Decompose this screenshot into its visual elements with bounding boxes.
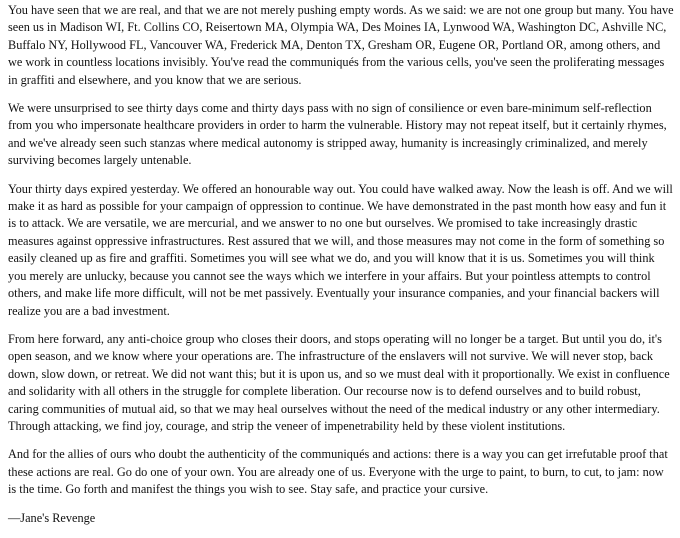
document-body (8, 2, 674, 538)
paragraph-4: From here forward, any anti-choice group who closes their doors, and stops operating will no longer be a target. But until you do, it's open season, and we know where your operations are. The infrastructure of the enslavers will not survive. We will never stop, back down, slow down, or retreat. We did not want this; but it is upon us, and so we must deal with it proportionally. We exist in confluence and solidarity with all others in the struggle for complete liberation. Our recourse now is to defend ourselves and to build robust, caring communities of mutual aid, so that we may heal ourselves without the need of the medical industry or any other intermediary. Through attacking, we find joy, courage, and strip the veneer of impenetrability held by these violent institutions. (8, 331, 670, 433)
paragraph-3: Your thirty days expired yesterday. We offered an honourable way out. You could have walked away. Now the leash is off. And we will make it as hard as possible for your campaign of oppression to continue. We have demonstrated in the past month how easy and fun it is to attack. We are versatile, we are mercurial, and we answer to no one but ourselves. We promised to take increasingly drastic measures against oppressive infrastructures. Rest assured that we will, and those measures may not come in the form of something so easily cleaned up as fire and graffiti. Sometimes you will see what we do, and you will know that it is us. Sometimes you will think you merely are unlucky, because you cannot see the ways which we interfere in your affairs. But your pointless attempts to control others, and make life more difficult, will not be met passively. Eventually your insurance companies, and your financial backers will realize you are a bad investment. (8, 181, 673, 318)
paragraph-1: You have seen that we are real, and that we are not merely pushing empty words. As we said: we are not one group but many. You have seen us in Madison WI, Ft. Collins CO, Reisertown MA, Olympia WA, Des Moines IA, Lynwood WA, Washington DC, Ashville NC, Buffalo NY, Hollywood FL, Vancouver WA, Frederick MA, Denton TX, Gresham OR, Eugene OR, Portland OR, among others, and we work in countless locations invisibly. You've read the communiqués from the various cells, you've seen the proliferating messages in graffiti and elsewhere, and you know that we are serious. (8, 3, 674, 87)
signature: —Jane's Revenge (8, 510, 96, 525)
paragraph-2: We were unsurprised to see thirty days come and thirty days pass with no sign of consilience or even bare-minimum self-reflection from you who impersonate healthcare providers in order to harm the vulnerable. History may not repeat itself, but it certainly rhymes, and we've already seen such stanzas where medical autonomy is stripped away, humanity is increasingly criminalized, and merely surviving becomes largely untenable. (8, 101, 667, 168)
paragraph-5: And for the allies of ours who doubt the authenticity of the communiqués and actions: there is a way you can get irrefutable proof that these actions are real. Go do one of your own. You are already one of us. Everyone with the urge to paint, to burn, to cut, to jam: now is the time. Go forth and manifest the things you wish to see. Stay safe, and practice your cursive. (8, 447, 668, 497)
